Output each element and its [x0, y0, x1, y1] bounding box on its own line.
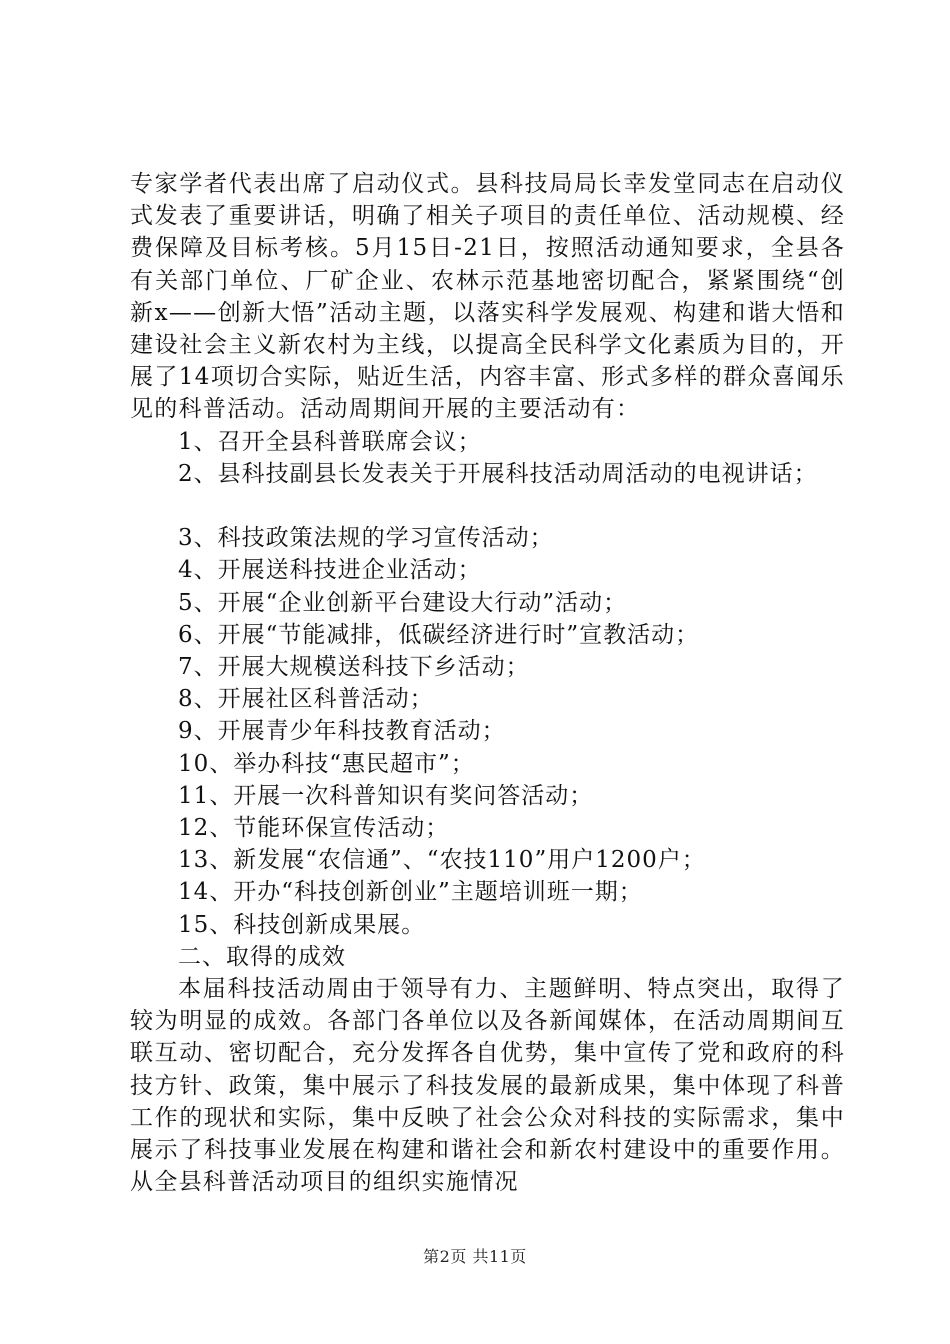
- activity-item-10: 10、举办科技“惠民超市”；: [178, 750, 475, 777]
- document-body: [130, 168, 845, 1198]
- activity-item-5: 5、开展“企业创新平台建设大行动”活动；: [178, 589, 628, 616]
- activity-item-9: 9、开展青少年科技教育活动；: [178, 718, 506, 745]
- intro-paragraph: 专家学者代表出席了启动仪式。县科技局局长幸发堂同志在启动仪式发表了重要讲话，明确了相关子项目的责任单位、活动规模、经费保障及目标考核。5月15日-21日，按照活动通知要求，全县各有关部门单位、厂矿企业、农林示范基地密切配合，紧紧围绕“创新x——创新大悟”活动主题，以落实科学发展观、构建和谐大悟和建设社会主义新农村为主线，以提高全民科学文化素质为目的，开展了14项切合实际，贴近生活，内容丰富、形式多样的群众喜闻乐见的科普活动。活动周期间开展的主要活动有：: [130, 171, 845, 423]
- activity-item-12: 12、节能环保宣传活动；: [178, 815, 450, 842]
- section-heading: 二、取得的成效: [178, 943, 346, 970]
- results-paragraph: 本届科技活动周由于领导有力、主题鲜明、特点突出，取得了较为明显的成效。各部门各单位以及各新闻媒体，在活动周期间互联互动、密切配合，充分发挥各自优势，集中宣传了党和政府的科技方针、政策，集中展示了科技发展的最新成果，集中体现了科普工作的现状和实际，集中反映了社会公众对科技的实际需求，集中展示了科技事业发展在构建和谐社会和新农村建设中的重要作用。从全县科普活动项目的组织实施情况: [130, 976, 845, 1196]
- activity-item-8: 8、开展社区科普活动；: [178, 686, 434, 713]
- activity-item-6: 6、开展“节能减排，低碳经济进行时”宣教活动；: [178, 621, 700, 648]
- activity-item-1: 1、召开全县科普联席会议；: [178, 428, 482, 455]
- activity-item-3: 3、科技政策法规的学习宣传活动；: [178, 525, 554, 552]
- activity-item-7: 7、开展大规模送科技下乡活动；: [178, 654, 530, 681]
- activity-item-11: 11、开展一次科普知识有奖问答活动；: [178, 782, 594, 809]
- activity-item-13: 13、新发展“农信通”、“农技110”用户1200户；: [178, 847, 706, 874]
- activity-item-15: 15、科技创新成果展。: [178, 911, 426, 938]
- page-footer: 第2页 共11页: [423, 1247, 527, 1266]
- activity-item-2: 2、县科技副县长发表关于开展科技活动周活动的电视讲话；: [178, 460, 818, 487]
- activity-item-14: 14、开办“科技创新创业”主题培训班一期；: [178, 879, 643, 906]
- activity-item-4: 4、开展送科技进企业活动；: [178, 557, 482, 584]
- activity-list: [130, 426, 845, 941]
